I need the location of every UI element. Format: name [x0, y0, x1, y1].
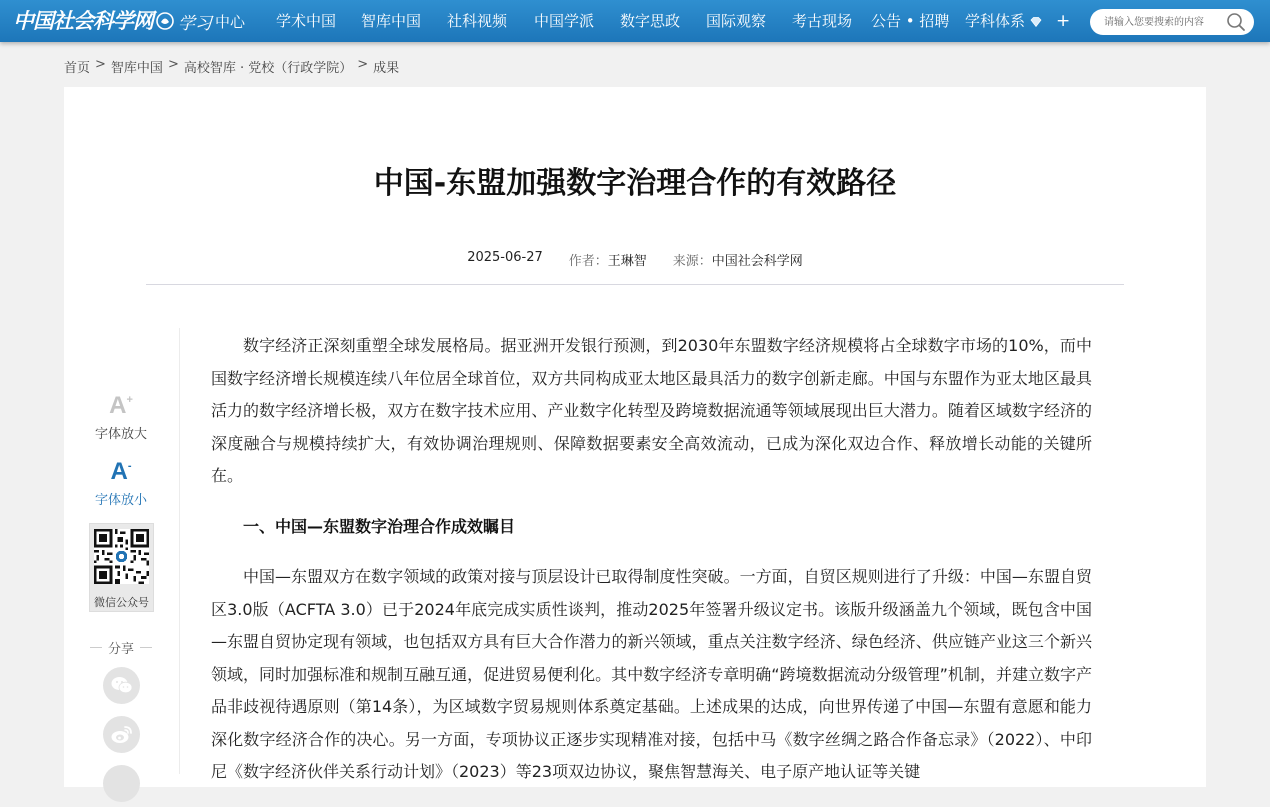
font-shrink-icon: A- — [110, 458, 132, 485]
breadcrumb — [64, 57, 399, 75]
share-weibo-button[interactable] — [103, 716, 140, 753]
top-navigation-bar — [0, 0, 1270, 42]
sidebar-divider — [179, 328, 180, 774]
nav-item-international-observation[interactable]: 国际观察 — [706, 12, 767, 30]
font-shrink-button[interactable] — [88, 453, 154, 508]
breadcrumb-results[interactable]: 成果 — [373, 61, 400, 76]
nav-item-academic-china[interactable]: 学术中国 — [276, 12, 337, 30]
wechat-icon — [111, 676, 133, 695]
font-enlarge-icon: A+ — [109, 392, 133, 419]
diamond-icon — [1030, 17, 1042, 27]
article-author[interactable]: 王琳智 — [607, 254, 647, 269]
breadcrumb-home[interactable]: 首页 — [64, 61, 91, 76]
nav-item-digital-ideology[interactable]: 数字思政 — [620, 12, 681, 30]
nav-item-archaeology-site[interactable]: 考古现场 — [792, 12, 853, 30]
breadcrumb-university-think-tank[interactable]: 高校智库 · 党校（行政学院） — [183, 61, 353, 76]
breadcrumb-think-tank[interactable]: 智库中国 — [110, 61, 163, 76]
xuexi-mark: 学习 — [178, 13, 212, 34]
share-label: 分享 — [107, 642, 134, 657]
article-title: 中国-东盟加强数字治理合作的有效路径 — [373, 166, 897, 201]
qr-code-icon — [94, 529, 149, 584]
xuexi-center-label: 中心 — [215, 12, 246, 31]
font-enlarge-label: 字体放大 — [94, 427, 147, 442]
share-more-button[interactable] — [103, 765, 140, 802]
search-button[interactable] — [1226, 12, 1246, 32]
source-label: 来源： — [672, 254, 712, 269]
nav-item-china-school[interactable]: 中国学派 — [534, 12, 595, 30]
wechat-qr-label: 微信公众号 — [94, 596, 149, 609]
nav-more-button[interactable]: + — [1056, 11, 1071, 31]
article-paragraph: 中国—东盟双方在数字领域的政策对接与顶层设计已取得制度性突破。一方面，自贸区规则进行了升级：中国—东盟自贸区3.0版（ACFTA 3.0）已于2024年底完成实质性谈判，推动2025年签署升级议定书。该版升级涵盖九个领域，既包含中国—东盟自贸协定现有领域，也包括双方具有巨大合作潜力的新兴领域，重点关注数字经济、绿色经济、供应链产业这三个新兴领域，同时加强标准和规制互融互通，促进贸易便利化。其中数字经济专章明确“跨境数据流动分级管理”机制，并建立数字产品非歧视待遇原则（第14条），为区域数字贸易规则体系奠定基础。上述成果的达成，向世界传递了中国—东盟有意愿和能力深化数字经济合作的决心。另一方面，专项协议正逐步实现精准对接，包括中马《数字丝绸之路合作备忘录》（2022）、中印尼《数字经济伙伴关系行动计划》（2023）等23项双边协议，聚焦智慧海关、电子原产地认证等关键 — [211, 567, 1092, 781]
nav-item-social-science-video[interactable]: 社科视频 — [447, 12, 508, 30]
font-shrink-label: 字体放小 — [94, 493, 147, 508]
nav-item-discipline-system[interactable] — [965, 0, 1042, 42]
breadcrumb-separator: > — [95, 57, 106, 72]
share-line-right — [140, 647, 152, 648]
xuexi-logo-icon — [156, 12, 174, 30]
article-source[interactable]: 中国社会科学网 — [711, 254, 803, 269]
breadcrumb-separator: > — [167, 57, 179, 72]
font-enlarge-button[interactable] — [88, 387, 154, 442]
article-body — [211, 330, 1092, 807]
search-box — [1090, 9, 1254, 35]
breadcrumb-separator: > — [357, 57, 369, 72]
weibo-icon — [111, 725, 133, 744]
article-date: 2025-06-27 — [467, 250, 543, 265]
article-paragraph: 数字经济正深刻重塑全球发展格局。据亚洲开发银行预测，到2030年东盟数字经济规模将占全球数字市场的10%，而中国数字经济增长规模连续八年位居全球首位，双方共同构成亚太地区最具活力的数字创新走廊。中国与东盟作为亚太地区最具活力的数字经济增长极，双方在数字技术应用、产业数字化转型及跨境数据流通等领域展现出巨大潜力。随着区域数字经济的深度融合与规模持续扩大，有效协调治理规则、保障数据要素安全高效流动，已成为深化双边合作、释放增长动能的关键所在。 — [211, 336, 1092, 485]
site-logo[interactable]: 中国社会科学网 — [13, 8, 153, 33]
share-header — [90, 638, 152, 656]
nav-item-notices-recruitment[interactable]: 公告 • 招聘 — [871, 12, 950, 30]
author-label: 作者： — [568, 254, 608, 269]
share-wechat-button[interactable] — [103, 667, 140, 704]
xuexi-center-link[interactable] — [156, 8, 245, 34]
wechat-qr-card[interactable] — [89, 523, 154, 612]
nav-item-think-tank-china[interactable]: 智库中国 — [361, 12, 422, 30]
title-divider — [146, 284, 1124, 285]
search-input[interactable] — [1104, 13, 1222, 31]
section-heading: 一、中国—东盟数字治理合作成效瞩目 — [243, 516, 516, 536]
search-icon — [1226, 12, 1246, 32]
nav-item-discipline-label: 学科体系 — [965, 12, 1026, 30]
article-meta — [0, 250, 1270, 269]
